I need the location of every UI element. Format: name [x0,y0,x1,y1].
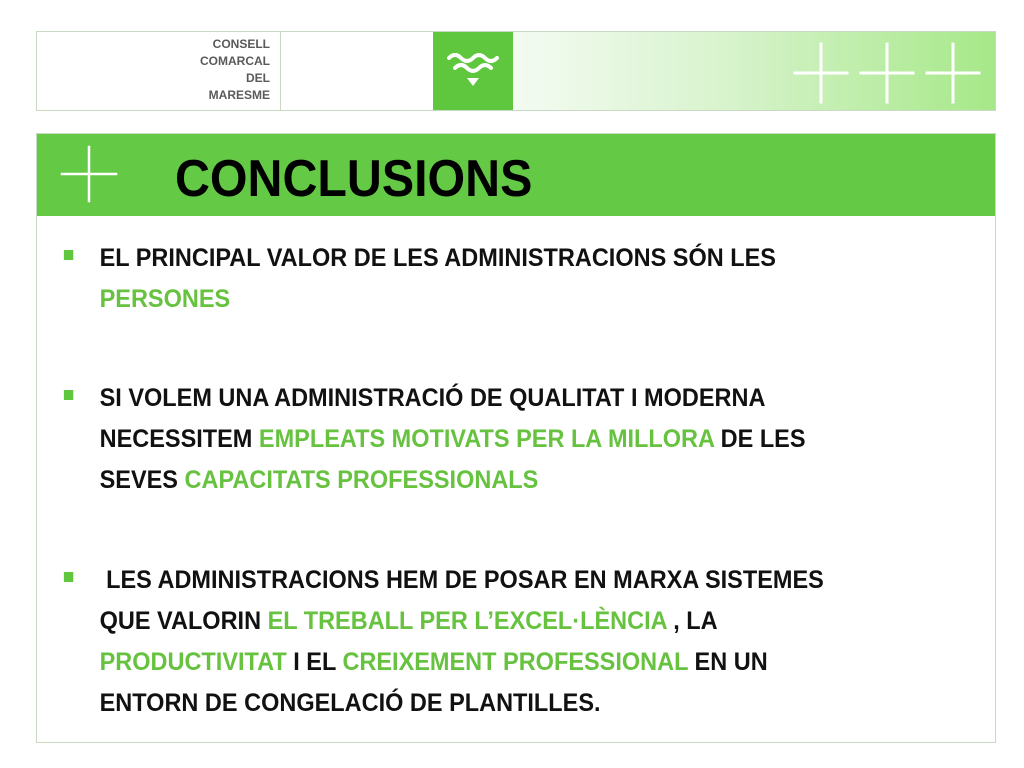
bullet-3-text-a: LES ADMINISTRACIONS HEM DE POSAR EN MARXA SISTEMES [99,566,824,594]
bullet-3-text-f: ENTORN DE CONGELACIÓ DE PLANTILLES. [99,689,601,717]
bullet-marker-icon [64,250,73,260]
title-bar [37,134,995,216]
bullet-3-text-e: EN UN [688,648,768,676]
bullet-3-highlight-a: EL TREBALL PER L’EXCEL·LÈNCIA [267,607,667,635]
bullet-marker-icon [64,572,73,582]
bullet-3-highlight-b: PRODUCTIVITAT [99,648,287,676]
header-banner [36,31,996,111]
bullet-2-text-a: SI VOLEM UNA ADMINISTRACIÓ DE QUALITAT I MODERNA [99,384,766,412]
logo-line-4: MARESME [208,88,270,102]
logo-line-3: DEL [246,71,270,85]
bullet-2-text-c: DE LES [714,425,806,453]
wave-emblem-icon [447,48,499,92]
banner-gradient [513,32,995,110]
bullet-item-3 [62,560,1002,724]
bullet-3-highlight-c: CREIXEMENT PROFESSIONAL [342,648,689,676]
organization-logo-text [37,32,281,110]
bullet-1-highlight: PERSONES [99,285,231,313]
logo-mark [433,32,513,110]
logo-line-1: CONSELL [212,37,270,51]
bullet-item-1 [62,238,1002,320]
logo-line-2: COMARCAL [200,54,270,68]
bullet-2-highlight-b: CAPACITATS PROFESSIONALS [184,466,539,494]
cross-icon [59,144,119,204]
bullet-2-text-d: SEVES [99,466,185,494]
bullet-3-text-c: , LA [666,607,718,635]
bullet-2-text-b: NECESSITEM [99,425,259,453]
bullet-marker-icon [64,390,73,400]
bullet-2-highlight-a: EMPLEATS MOTIVATS PER LA MILLORA [258,425,715,453]
triple-cross-icon [791,40,981,106]
slide-title: CONCLUSIONS [175,150,533,208]
bullet-3-text-d: I EL [286,648,343,676]
bullet-3-text-b: QUE VALORIN [99,607,268,635]
bullet-1-text: EL PRINCIPAL VALOR DE LES ADMINISTRACIONS SÓN LES [99,244,776,272]
bullet-item-2 [62,378,1002,501]
